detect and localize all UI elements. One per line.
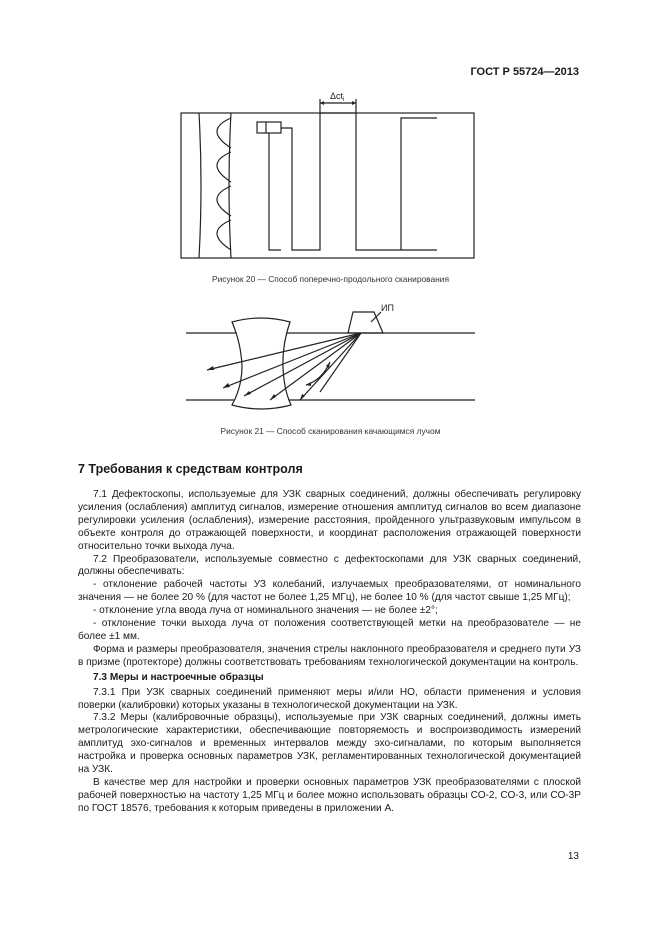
delta-ct-label: Δct$_i$: [330, 91, 345, 103]
figure-21: [0, 300, 661, 415]
subsection-title: 7.3 Меры и настроечные образцы: [93, 671, 264, 683]
paragraph-7-2: 7.2 Преобразователи, используемые совместно с дефектоскопами для УЗК сварных соединений, должны обеспечивать:: [78, 553, 581, 578]
figure-21-drawing: [0, 300, 661, 415]
paragraph-7-1: 7.1 Дефектоскопы, используемые для УЗК сварных соединений, должны обеспечивать регулировку усиления (ослабления) амплитуд сигналов, измерение отношения амплитуд сигналов во всем диапазоне регулировки усиления (ослабления), измерение расстояния, пройденного ультразвуковым импульсом в объекте контроля до отражающей поверхности, и координат расположения отражающей поверхности относительно точки выхода луча.: [78, 489, 581, 552]
figure-20-caption: Рисунок 20 — Способ поперечно-продольного сканирования: [212, 274, 449, 284]
list-item: - отклонение угла ввода луча от номинального значения — не более ±2°;: [93, 605, 438, 617]
figure-20-drawing: [0, 88, 661, 268]
page-number: 13: [567, 851, 579, 862]
paragraph-7-3-1: 7.3.1 При УЗК сварных соединений применяют меры и/или НО, области применения и условия поверки (калибровки) которых указаны в технологической документации на УЗК.: [78, 686, 581, 711]
paragraph-measures: В качестве мер для настройки и проверки основных параметров УЗК преобразователями с плоской рабочей поверхностью на частоту 1,25 МГц и более можно использовать образцы СО-2, СО-3, или СО-3Р по ГОСТ 18576, требования к которым приведены в приложении А.: [78, 776, 581, 814]
list-item: - отклонение точки выхода луча от положения соответствующей метки на преобразователе — не более ±1 мм.: [78, 618, 581, 642]
figure-20: [0, 88, 661, 268]
section-body: [78, 489, 581, 816]
document-code: ГОСТ Р 55724—2013: [470, 66, 579, 78]
section-title: 7 Требования к средствам контроля: [78, 462, 303, 476]
figure-21-caption: Рисунок 21 — Способ сканирования качающимся лучом: [220, 426, 441, 436]
list-item: - отклонение рабочей частоты УЗ колебаний, излучаемых преобразователями, от номинального значения — не более 20 % (для частот не более 1,25 МГц), не более 10 % (для частот свыше 1,25 МГц);: [78, 579, 581, 604]
paragraph-form: Форма и размеры преобразователя, значения стрелы наклонного преобразователя и среднего пути УЗ в призме (протекторе) должны соответствовать требованиям технологической документации на контроль.: [78, 643, 581, 668]
paragraph-7-3-2: 7.3.2 Меры (калибровочные образцы), используемые при УЗК сварных соединений, должны иметь метрологические характеристики, обеспечивающие повторяемость и воспроизводимость измерений амплитуд эхо-сигналов и временных интервалов между эхо-сигналами, по которым выполняется настройка и проверка основных параметров УЗК, регламентированных технологической документацией на УЗК.: [78, 712, 581, 776]
probe-label: ИП: [381, 303, 394, 313]
